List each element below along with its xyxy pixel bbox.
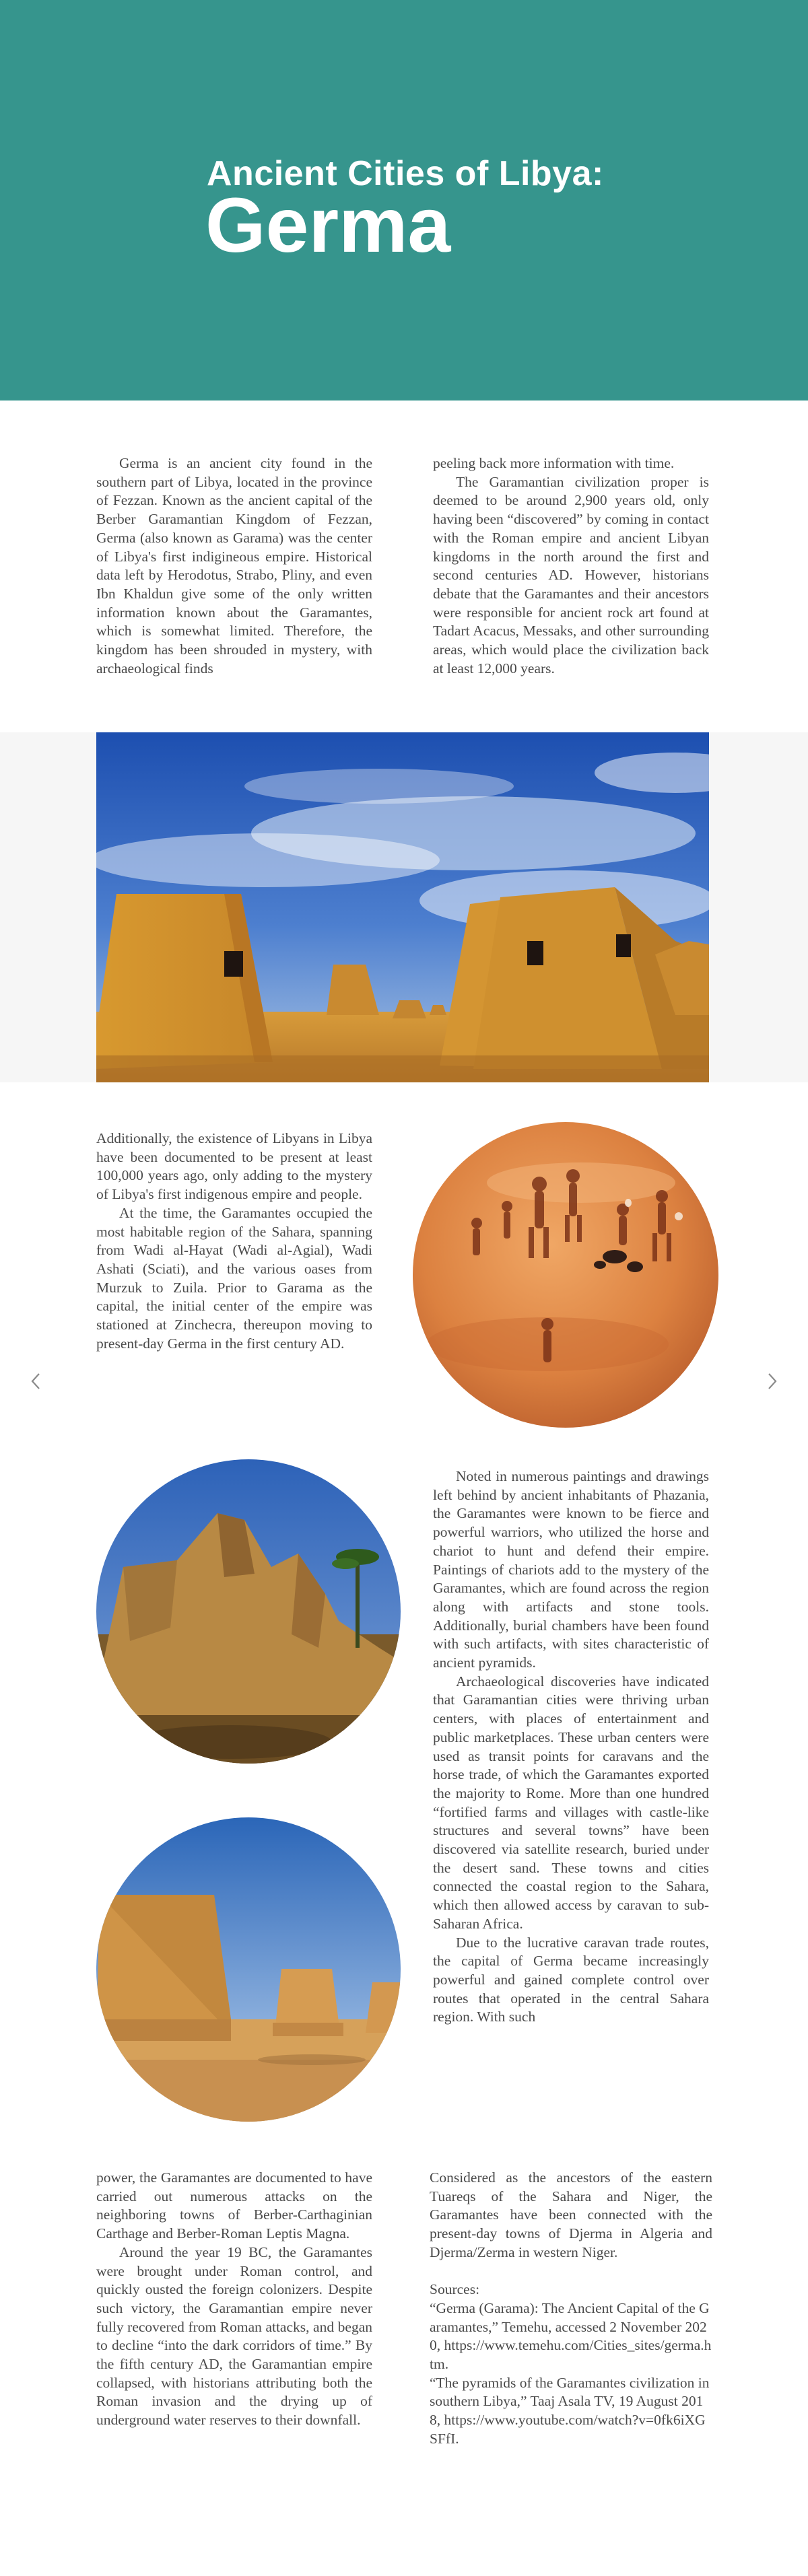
paragraph: Additionally, the existence of Libyans in Libya have been documented to be present at least 100,000 years ago, only adding to the mystery of Libya's first indigenous empire and people. xyxy=(96,1130,372,1203)
paragraph: Noted in numerous paintings and drawings left behind by ancient inhabitants of Phazania, the Garamantes were known to be fierce and powerful warriors, who utilized the horse and chariot to hunt and defend their empire. Paintings of chariots add to the mystery of the Garamantes, which are found across the region along with artifacts and stone tools. Additionally, burial chambers have been found with such artifacts, with sites characteristic of ancient pyramids. xyxy=(433,1468,709,1671)
chevron-right-icon xyxy=(758,1365,785,1397)
paragraph: The Garamantian civilization proper is deemed to be around 2,900 years old, only having been “discovered” by coming in contact with the Roman empire and ancient Libyan kingdoms in the north around the first and second centuries AD. However, historians debate that the Garamantes and their ancestors were responsible for ancient rock art found at Tadart Acacus, Messaks, and other surrounding areas, which would place the civilization back at least 12,000 years. xyxy=(433,473,709,676)
page-title: Germa xyxy=(205,182,451,269)
paragraph: Considered as the ancestors of the eastern Tuareqs of the Sahara and Niger, the Garamantes have been connected with the present-day towns of Djerma in Algeria and Djerma/Zerma in western Niger. xyxy=(430,2169,712,2260)
rock-art-photo xyxy=(413,1122,718,1428)
sources-heading: Sources: xyxy=(430,2281,480,2298)
next-slide-button[interactable] xyxy=(758,1365,785,1397)
paragraph: Germa is an ancient city found in the southern part of Libya, located in the province of Fezzan. Known as the ancient capital of the Berber Garamantian Kingdom of Fezzan, Germa (also known as Garama) was the center of Libya's first indigineous empire. Historical data left by Herodotus, Strabo, Pliny, and even Ibn Khaldun give some of the only written information known about the Garamantes, which is somewhat limited. Therefore, the kingdom has been shrouded in mystery, with archaeological finds xyxy=(96,455,372,676)
rock-art-image xyxy=(413,1122,718,1428)
paragraph: Due to the lucrative caravan trade routes, the capital of Germa became increasingly powerful and gained complete control over routes that operated in the central Sahara region. With such xyxy=(433,1934,709,2025)
mudbrick-ruins-photo xyxy=(96,1459,401,1764)
paragraph: Around the year 19 BC, the Garamantes were brought under Roman control, and quickly ousted the foreign colonizers. Despite such victory, the Garamantian empire never fully recovered from Roman attacks, and began to decline “into the dark corridors of time.” By the fifth century AD, the Garamantian empire collapsed, with historians attributing both the Roman invasion and the drying up of underground water reserves to their downfall. xyxy=(96,2243,372,2429)
intro-column-left xyxy=(96,454,372,678)
decline-column-left xyxy=(96,2169,372,2430)
warriors-column-right xyxy=(433,1467,709,2027)
paragraph: peeling back more information with time. xyxy=(433,455,675,471)
pyramids-hero-image xyxy=(96,732,709,1082)
ruins-image xyxy=(96,1459,401,1764)
history-column-left xyxy=(96,1129,372,1353)
intro-column-right xyxy=(433,454,709,678)
sources-column-right xyxy=(430,2169,712,2449)
paragraph: power, the Garamantes are documented to have carried out numerous attacks on the neighboring towns of Berber-Carthaginian Carthage and Berber-Roman Leptis Magna. xyxy=(96,2169,372,2242)
paragraph: Archaeological discoveries have indicated that Garamantian cities were thriving urban centers, with places of entertainment and public marketplaces. These urban centers were used as transit points for caravans and the horse trade, of which the Garamantes exported the majority to Rome. More than one hundred “fortified farms and villages with castle-like structures and several towns” have been discovered via satellite research, buried under the desert sand. These towns and cities connected the coastal region to the Sahara, which then allowed access by caravan to sub-Saharan Africa. xyxy=(433,1673,709,1932)
header-banner xyxy=(0,0,808,401)
source-citation: “Germa (Garama): The Ancient Capital of the Garamantes,” Temehu, accessed 2 November 2020, https://www.temehu.com/Cities_sites/germa.htm. xyxy=(430,2299,712,2373)
desert-pyramids-photo xyxy=(96,1817,401,2122)
pyramids-photo xyxy=(96,732,709,1082)
previous-slide-button[interactable] xyxy=(23,1365,50,1397)
pyramid-detail-image xyxy=(96,1817,401,2122)
source-citation: “The pyramids of the Garamantes civilization in southern Libya,” Taaj Asala TV, 19 August 2018, https://www.youtube.com/watch?v=0fk6iXGSFfI. xyxy=(430,2374,710,2447)
paragraph: At the time, the Garamantes occupied the most habitable region of the Sahara, spanning from Wadi al-Hayat (Wadi al-Agial), Wadi Ashati (Sciati), and the various oases from Murzuk to Zuila. Prior to Garama as the capital, the initial center of the empire was stationed at Zinchecra, thereupon moving to present-day Germa in the first century AD. xyxy=(96,1204,372,1352)
chevron-left-icon xyxy=(23,1365,50,1397)
page-pretitle: Ancient Cities of Libya: xyxy=(207,154,604,193)
